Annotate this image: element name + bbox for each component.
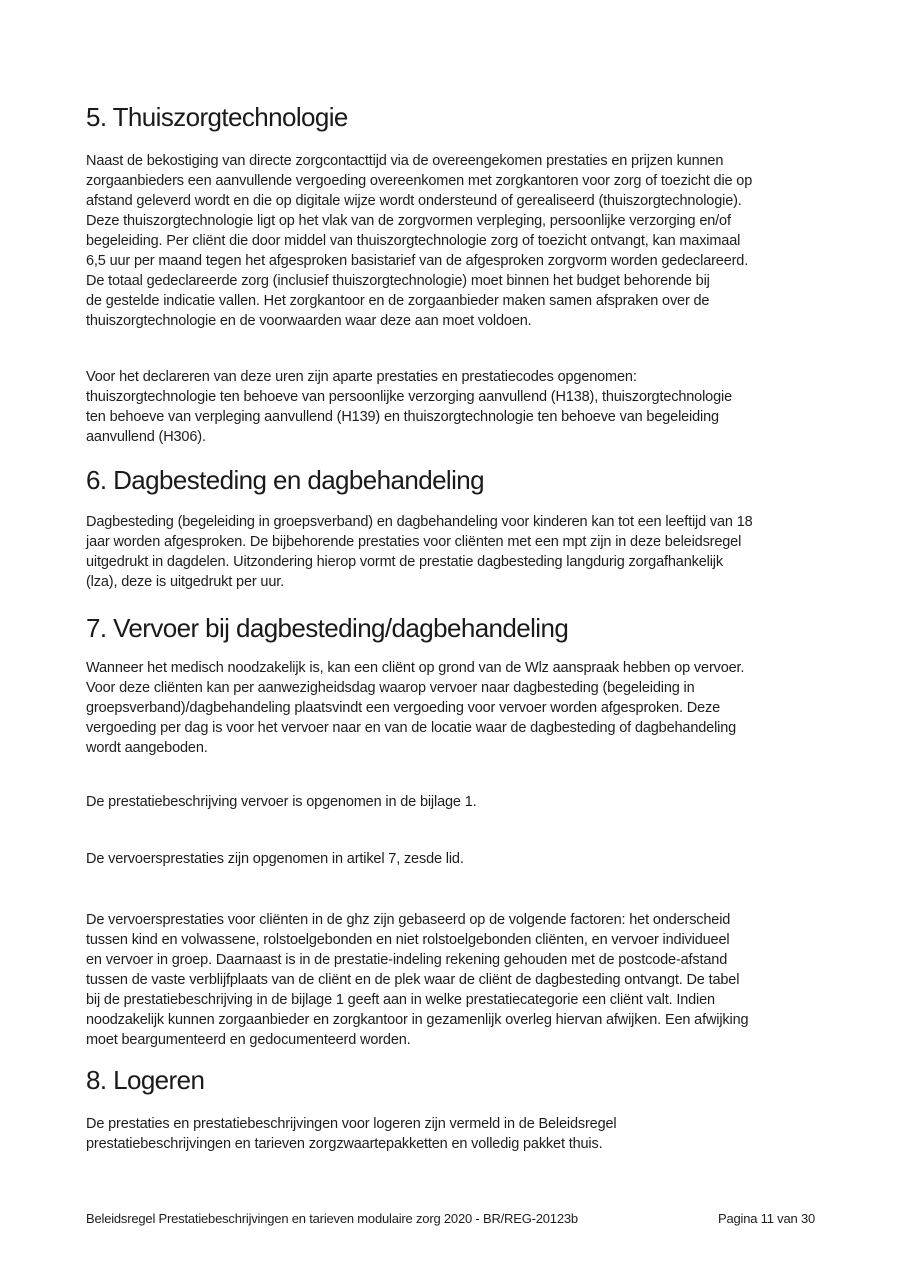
section-6-paragraph-1: Dagbesteding (begeleiding in groepsverband) en dagbehandeling voor kinderen kan tot een leeftijd van 18 jaar worden afgesproken. De bijbehorende prestaties voor cliënten met een mpt zijn in deze beleidsregel uitgedrukt in dagdelen. Uitzondering hierop vormt de prestatie dagbesteding langdurig zorgafhankelijk (lza), deze is uitgedrukt per uur. — [86, 514, 753, 590]
footer-page-number: Pagina 11 van 30 — [717, 1211, 815, 1226]
section-8-heading: 8. Logeren — [86, 1065, 205, 1095]
page-footer — [86, 1210, 815, 1228]
section-7-paragraph-1: Wanneer het medisch noodzakelijk is, kan een cliënt op grond van de Wlz aanspraak hebben op vervoer. Voor deze cliënten kan per aanwezigheidsdag waarop vervoer naar dagbesteding (begeleiding in groepsverband)/dagbehandeling plaatsvindt een vergoeding voor vervoer worden afgesproken. Deze vergoeding per dag is voor het vervoer naar en van de locatie waar de dagbesteding of dagbehandeling wordt aangeboden. — [86, 660, 745, 756]
section-7-heading: 7. Vervoer bij dagbesteding/dagbehandeling — [86, 613, 569, 643]
section-8-paragraph-1: De prestaties en prestatiebeschrijvingen voor logeren zijn vermeld in de Beleidsregel prestatiebeschrijvingen en tarieven zorgzwaartepakketten en volledig pakket thuis. — [86, 1116, 617, 1152]
section-5-heading: 5. Thuiszorgtechnologie — [86, 102, 348, 132]
section-6-heading: 6. Dagbesteding en dagbehandeling — [86, 465, 485, 495]
section-7-paragraph-2: De prestatiebeschrijving vervoer is opgenomen in de bijlage 1. — [86, 794, 477, 810]
section-5-paragraph-2: Voor het declareren van deze uren zijn aparte prestaties en prestatiecodes opgenomen: thuiszorgtechnologie ten behoeve van persoonlijke verzorging aanvullend (H138), thuiszorgtechnologie ten behoeve van verpleging aanvullend (H139) en thuiszorgtechnologie ten behoeve van begeleiding aanvullend (H306). — [86, 369, 732, 445]
section-7-paragraph-4: De vervoersprestaties voor cliënten in de ghz zijn gebaseerd op de volgende factoren: het onderscheid tussen kind en volwassene, rolstoelgebonden en niet rolstoelgebonden cliënten, en vervoer individueel en vervoer in groep. Daarnaast is in de prestatie-indeling rekening gehouden met de postcode-afstand tussen de vaste verblijfplaats van de cliënt en de plek waar de cliënt de dagbesteding ontvangt. De tabel bij de prestatiebeschrijving in de bijlage 1 geeft aan in welke prestatiecategorie een cliënt valt. Indien noodzakelijk kunnen zorgaanbieder en zorgkantoor in gezamenlijk overleg hiervan afwijken. Een afwijking moet beargumenteerd en gedocumenteerd worden. — [86, 912, 749, 1048]
section-7-paragraph-3: De vervoersprestaties zijn opgenomen in artikel 7, zesde lid. — [86, 851, 464, 867]
footer-document-title: Beleidsregel Prestatiebeschrijvingen en tarieven modulaire zorg 2020 - BR/REG-20123b — [86, 1211, 578, 1226]
section-5-paragraph-1: Naast de bekostiging van directe zorgcontacttijd via de overeengekomen prestaties en prijzen kunnen zorgaanbieders een aanvullende vergoeding overeenkomen met zorgkantoren voor zorg of toezicht die op afstand geleverd wordt en die op digitale wijze wordt ondersteund of gerealiseerd (thuiszorgtechnologie). Deze thuiszorgtechnologie ligt op het vlak van de zorgvormen verpleging, persoonlijke verzorging en/of begeleiding. Per cliënt die door middel van thuiszorgtechnologie zorg of toezicht ontvangt, kan maximaal 6,5 uur per maand tegen het afgesproken basistarief van de afgesproken zorgvorm worden gedeclareerd. De totaal gedeclareerde zorg (inclusief thuiszorgtechnologie) moet binnen het budget behorende bij de gestelde indicatie vallen. Het zorgkantoor en de zorgaanbieder maken samen afspraken over de thuiszorgtechnologie en de voorwaarden waar deze aan moet voldoen. — [86, 153, 753, 329]
